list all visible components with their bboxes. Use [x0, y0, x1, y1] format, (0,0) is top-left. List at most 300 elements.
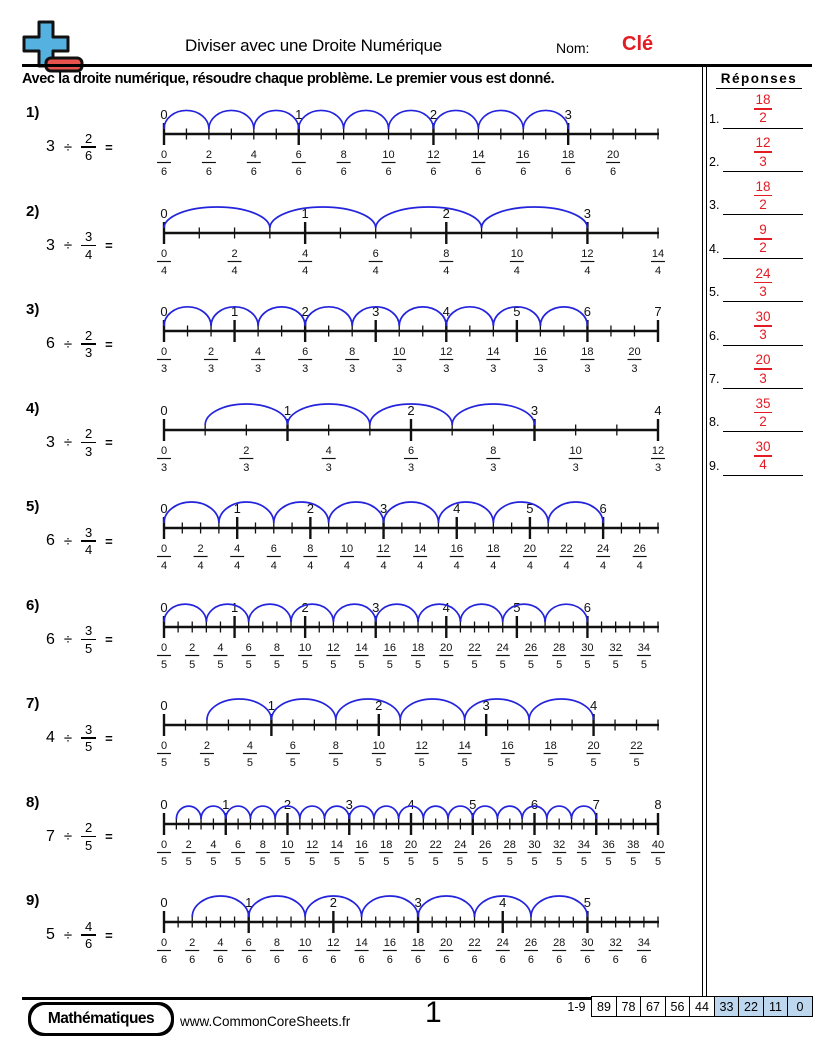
- integer-label: 7: [592, 796, 600, 812]
- tick-fraction-numerator: 10: [382, 149, 395, 161]
- tick-fraction-denominator: 3: [490, 363, 497, 375]
- hop-arc: [288, 404, 370, 425]
- score-cell: 67: [640, 996, 666, 1017]
- tick-fraction-denominator: 5: [309, 855, 316, 868]
- tick-fraction-numerator: 6: [235, 838, 242, 851]
- tick-fraction-numerator: 38: [627, 838, 640, 851]
- hop-arc: [418, 896, 474, 917]
- divide-sign: ÷: [63, 729, 73, 747]
- page-title: Diviser avec une Droite Numérique: [185, 36, 443, 55]
- tick-fraction-denominator: 5: [259, 855, 266, 868]
- hop-arc: [531, 896, 587, 917]
- number-line: [150, 296, 674, 393]
- tick-fraction-denominator: 3: [490, 461, 497, 474]
- answer-line: [723, 431, 803, 432]
- tick-fraction-denominator: 4: [654, 264, 662, 277]
- integer-label: 2: [283, 796, 292, 812]
- tick-fraction-denominator: 3: [243, 461, 250, 474]
- hop-arc: [446, 307, 493, 326]
- tick-fraction-numerator: 4: [302, 247, 309, 260]
- integer-label: 5: [526, 501, 534, 516]
- tick-fraction-numerator: 8: [307, 543, 314, 555]
- division-expression: [46, 322, 113, 366]
- tick-fraction-numerator: 8: [332, 740, 339, 752]
- tick-fraction-numerator: 12: [306, 838, 319, 851]
- hop-arc: [503, 604, 545, 622]
- answer-number: 6.: [709, 328, 720, 343]
- score-cell: 44: [689, 996, 715, 1017]
- problem-number: 9): [26, 892, 40, 909]
- integer-label: 0: [160, 796, 168, 812]
- integer-label: 1: [283, 402, 292, 418]
- hop-arc: [336, 699, 400, 720]
- score-cell: 11: [763, 996, 789, 1017]
- problem-block: [0, 789, 700, 887]
- tick-fraction-denominator: 4: [513, 264, 520, 277]
- hop-arc: [389, 110, 434, 129]
- tick-fraction-numerator: 8: [349, 346, 356, 358]
- divisor-fraction: [81, 721, 96, 755]
- page-number: 1: [425, 996, 442, 1029]
- tick-fraction-denominator: 3: [443, 363, 450, 375]
- tick-fraction-denominator: 6: [245, 954, 252, 966]
- integer-label: 3: [379, 501, 388, 516]
- tick-fraction-denominator: 6: [430, 166, 437, 178]
- fraction-numerator: 2: [85, 327, 93, 343]
- divisor-fraction: [81, 820, 96, 854]
- division-expression: [46, 815, 113, 859]
- tick-fraction-numerator: 18: [411, 937, 425, 949]
- tick-fraction-numerator: 0: [160, 937, 168, 949]
- tick-fraction-numerator: 30: [581, 937, 594, 949]
- fraction-numerator: 18: [755, 92, 771, 107]
- tick-fraction-numerator: 16: [383, 641, 396, 654]
- integer-label: 3: [564, 107, 572, 122]
- tick-fraction-numerator: 12: [415, 740, 428, 752]
- tick-fraction-numerator: 2: [203, 740, 211, 752]
- answer-number: 5.: [709, 285, 720, 300]
- tick-fraction-numerator: 14: [355, 641, 368, 654]
- score-range-label: 1-9: [567, 999, 586, 1014]
- tick-fraction-numerator: 32: [609, 641, 622, 654]
- tick-fraction-numerator: 22: [630, 740, 643, 752]
- hop-arc: [433, 110, 478, 129]
- hop-arc: [465, 699, 529, 720]
- answer-fraction: [723, 92, 803, 127]
- fraction-numerator: 3: [85, 229, 93, 245]
- dividend: 4: [46, 729, 55, 746]
- tick-fraction-numerator: 14: [472, 149, 485, 161]
- score-cell: 78: [616, 996, 642, 1017]
- answer-number: 7.: [709, 371, 720, 386]
- hop-arc: [300, 806, 325, 819]
- tick-fraction-denominator: 6: [273, 954, 280, 966]
- tick-fraction-denominator: 6: [612, 954, 619, 966]
- answer-key-label: Clé: [622, 33, 654, 55]
- tick-fraction-denominator: 6: [471, 954, 478, 966]
- tick-fraction-numerator: 12: [651, 444, 665, 457]
- answer-fraction: [723, 222, 803, 257]
- fraction-numerator: 3: [85, 524, 93, 540]
- fraction-denominator: 3: [85, 345, 93, 361]
- hop-arc: [329, 502, 384, 523]
- hop-arc: [376, 207, 482, 228]
- tick-fraction-denominator: 3: [255, 363, 262, 375]
- tick-fraction-numerator: 6: [245, 641, 252, 654]
- tick-fraction-numerator: 18: [487, 543, 500, 555]
- tick-fraction-numerator: 16: [517, 149, 530, 161]
- equals-sign: =: [105, 533, 113, 549]
- tick-fraction-numerator: 6: [289, 740, 296, 752]
- integer-label: 3: [530, 402, 539, 418]
- tick-fraction-denominator: 3: [325, 461, 332, 474]
- equals-sign: =: [105, 927, 113, 943]
- hop-arc: [249, 896, 305, 917]
- tick-fraction-denominator: 5: [160, 658, 168, 671]
- integer-label: 2: [375, 698, 383, 713]
- hop-arc: [418, 604, 460, 622]
- division-expression: [46, 913, 113, 957]
- tick-fraction-numerator: 16: [501, 740, 514, 752]
- integer-label: 3: [372, 304, 380, 319]
- tick-fraction-denominator: 5: [245, 658, 252, 671]
- tick-fraction-denominator: 5: [556, 855, 563, 868]
- fraction-numerator: 4: [85, 918, 93, 934]
- hop-arc: [497, 806, 522, 819]
- tick-fraction-numerator: 14: [414, 543, 427, 555]
- tick-fraction-denominator: 6: [302, 954, 309, 966]
- fraction-denominator: 4: [85, 246, 93, 262]
- tick-fraction-numerator: 18: [380, 838, 393, 851]
- tick-fraction-denominator: 5: [289, 757, 296, 769]
- tick-fraction-denominator: 3: [302, 363, 309, 375]
- hop-arc: [460, 604, 502, 622]
- tick-fraction-denominator: 4: [380, 560, 387, 572]
- tick-fraction-denominator: 6: [443, 954, 450, 966]
- fraction-denominator: 3: [759, 370, 767, 386]
- tick-fraction-denominator: 5: [482, 855, 489, 868]
- tick-fraction-denominator: 6: [565, 166, 572, 178]
- integer-label: 4: [589, 698, 598, 713]
- tick-fraction-numerator: 36: [602, 838, 615, 851]
- tick-fraction-denominator: 5: [203, 757, 211, 769]
- hop-arc: [250, 806, 275, 819]
- answer-line: [723, 214, 803, 215]
- integer-label: 2: [429, 107, 438, 122]
- problem-number: 7): [26, 695, 40, 712]
- division-expression: [46, 618, 113, 662]
- integer-label: 4: [453, 501, 461, 516]
- answer-line: [723, 345, 803, 346]
- answer-number: 3.: [709, 198, 720, 213]
- tick-fraction-numerator: 20: [606, 149, 620, 161]
- division-expression: [46, 519, 113, 563]
- tick-fraction-numerator: 0: [160, 346, 168, 358]
- hop-arc: [523, 110, 568, 129]
- tick-fraction-numerator: 34: [637, 937, 651, 949]
- tick-fraction-denominator: 3: [631, 363, 638, 375]
- tick-fraction-numerator: 12: [427, 149, 440, 161]
- integer-label: 0: [160, 501, 168, 516]
- tick-fraction-numerator: 0: [160, 543, 168, 555]
- tick-fraction-denominator: 3: [407, 461, 415, 474]
- integer-label: 8: [654, 796, 662, 812]
- division-expression: [46, 224, 113, 268]
- tick-fraction-denominator: 5: [432, 855, 439, 868]
- hop-arc: [400, 699, 464, 720]
- integer-label: 2: [407, 402, 415, 418]
- tick-fraction-numerator: 34: [637, 641, 651, 654]
- number-line: [150, 395, 674, 492]
- fraction-denominator: 3: [759, 327, 767, 343]
- tick-fraction-numerator: 30: [581, 641, 594, 654]
- division-expression: [46, 421, 113, 465]
- answer-line: [723, 388, 803, 389]
- equals-sign: =: [105, 632, 113, 647]
- tick-fraction-numerator: 26: [633, 543, 646, 555]
- tick-fraction-denominator: 5: [547, 757, 554, 769]
- tick-fraction-denominator: 3: [207, 363, 215, 375]
- divisor-fraction: [81, 229, 96, 263]
- integer-label: 4: [499, 895, 507, 910]
- tick-fraction-denominator: 5: [443, 658, 450, 671]
- tick-fraction-denominator: 5: [332, 757, 339, 769]
- fraction-denominator: 6: [85, 936, 93, 952]
- equals-sign: =: [105, 829, 113, 844]
- tick-fraction-numerator: 8: [443, 247, 450, 260]
- fraction-denominator: 2: [759, 110, 767, 126]
- integer-label: 1: [230, 304, 239, 319]
- hop-arc: [249, 604, 291, 622]
- fraction-denominator: 3: [85, 443, 93, 459]
- answer-number: 2.: [709, 154, 720, 169]
- hop-arc: [164, 110, 209, 129]
- tick-fraction-denominator: 6: [205, 166, 212, 178]
- integer-label: 1: [230, 599, 239, 615]
- tick-fraction-denominator: 5: [273, 658, 280, 671]
- tick-fraction-denominator: 5: [556, 658, 563, 671]
- tick-fraction-denominator: 5: [302, 658, 309, 671]
- problem-block: [0, 99, 700, 197]
- tick-fraction-denominator: 5: [160, 855, 168, 868]
- tick-fraction-numerator: 18: [562, 149, 575, 161]
- tick-fraction-numerator: 12: [327, 641, 340, 654]
- fraction-numerator: 30: [755, 309, 771, 324]
- hop-arc: [423, 806, 448, 819]
- tick-fraction-denominator: 4: [526, 560, 533, 572]
- answer-fraction: [723, 178, 803, 213]
- dividend: 3: [46, 433, 55, 451]
- divisor-fraction: [81, 130, 96, 164]
- tick-fraction-numerator: 10: [340, 543, 354, 555]
- tick-fraction-numerator: 2: [185, 838, 192, 851]
- tick-fraction-denominator: 6: [217, 954, 224, 966]
- tick-fraction-numerator: 2: [189, 937, 196, 949]
- fraction-denominator: 5: [85, 739, 93, 755]
- tick-fraction-denominator: 3: [160, 363, 168, 375]
- hop-arc: [226, 806, 251, 819]
- tick-fraction-numerator: 20: [587, 740, 600, 752]
- hop-arc: [529, 699, 593, 720]
- tick-fraction-numerator: 20: [523, 543, 537, 555]
- number-line: [150, 198, 674, 295]
- tick-fraction-denominator: 6: [475, 166, 482, 178]
- hop-arc: [271, 699, 335, 720]
- tick-fraction-numerator: 14: [487, 346, 500, 358]
- tick-fraction-denominator: 4: [372, 264, 379, 277]
- tick-fraction-denominator: 5: [418, 757, 425, 769]
- tick-fraction-denominator: 5: [358, 658, 365, 671]
- tick-fraction-numerator: 16: [383, 937, 396, 949]
- integer-label: 2: [329, 895, 337, 910]
- tick-fraction-numerator: 8: [259, 838, 266, 851]
- fraction-denominator: 2: [759, 240, 767, 256]
- tick-fraction-numerator: 8: [490, 444, 497, 457]
- hop-arc: [219, 502, 274, 523]
- integer-label: 6: [583, 599, 592, 615]
- tick-fraction-numerator: 14: [458, 740, 471, 752]
- tick-fraction-denominator: 4: [563, 560, 570, 572]
- score-table: [567, 996, 813, 1017]
- tick-fraction-denominator: 6: [414, 954, 422, 966]
- divisor-fraction: [81, 623, 96, 657]
- tick-fraction-numerator: 24: [496, 641, 509, 654]
- tick-fraction-denominator: 3: [572, 461, 579, 474]
- tick-fraction-denominator: 3: [537, 363, 544, 375]
- divisor-fraction: [81, 918, 96, 952]
- score-cell: 56: [665, 996, 691, 1017]
- tick-fraction-denominator: 5: [189, 658, 196, 671]
- tick-fraction-denominator: 5: [640, 658, 647, 671]
- answer-line: [723, 258, 803, 259]
- fraction-denominator: 5: [85, 640, 93, 656]
- tick-fraction-numerator: 0: [160, 641, 168, 654]
- dividend: 6: [46, 630, 55, 648]
- fraction-denominator: 5: [85, 837, 93, 853]
- tick-fraction-denominator: 6: [385, 166, 392, 178]
- equals-sign: =: [105, 435, 113, 450]
- tick-fraction-denominator: 5: [527, 658, 535, 671]
- tick-fraction-numerator: 6: [407, 444, 415, 457]
- divide-sign: ÷: [63, 926, 73, 944]
- fraction-numerator: 30: [755, 439, 771, 455]
- answer-fraction: [723, 309, 803, 344]
- hop-arc: [333, 604, 375, 622]
- hop-arc: [299, 110, 344, 129]
- tick-fraction-denominator: 5: [210, 855, 217, 868]
- hop-arc: [384, 502, 439, 523]
- tick-fraction-denominator: 4: [490, 560, 497, 572]
- divide-sign: ÷: [63, 434, 73, 451]
- problem-number: 2): [26, 202, 40, 220]
- divisor-fraction: [81, 524, 96, 558]
- integer-label: 4: [654, 402, 662, 418]
- answer-number: 8.: [709, 415, 720, 430]
- tick-fraction-numerator: 20: [628, 346, 641, 358]
- hop-arc: [274, 502, 329, 523]
- tick-fraction-numerator: 4: [217, 937, 224, 949]
- tick-fraction-denominator: 5: [654, 855, 662, 868]
- tick-fraction-denominator: 3: [396, 363, 403, 375]
- tick-fraction-numerator: 14: [651, 247, 665, 260]
- tick-fraction-denominator: 6: [250, 166, 257, 178]
- integer-label: 3: [345, 796, 353, 812]
- tick-fraction-denominator: 5: [414, 658, 422, 671]
- tick-fraction-numerator: 22: [468, 937, 481, 949]
- tick-fraction-numerator: 0: [160, 444, 168, 457]
- tick-fraction-numerator: 28: [553, 641, 566, 654]
- problem-block: [0, 887, 700, 985]
- tick-fraction-denominator: 5: [160, 757, 168, 769]
- tick-fraction-denominator: 6: [340, 166, 347, 178]
- integer-label: 1: [267, 698, 276, 713]
- tick-fraction-numerator: 24: [596, 543, 610, 555]
- hop-arc: [270, 207, 376, 228]
- integer-label: 2: [306, 501, 314, 516]
- fraction-denominator: 6: [85, 148, 93, 164]
- answer-line: [723, 301, 803, 302]
- tick-fraction-numerator: 20: [440, 937, 453, 949]
- fraction-numerator: 18: [755, 178, 771, 194]
- tick-fraction-numerator: 0: [160, 838, 168, 851]
- tick-fraction-numerator: 10: [299, 641, 312, 654]
- integer-label: 4: [442, 599, 450, 615]
- answer-number: 9.: [709, 458, 720, 473]
- problem-block: [0, 296, 700, 394]
- tick-fraction-denominator: 6: [189, 954, 196, 966]
- tick-fraction-denominator: 5: [457, 855, 464, 868]
- answer-line: [723, 171, 803, 172]
- tick-fraction-denominator: 6: [386, 954, 393, 966]
- tick-fraction-numerator: 30: [528, 838, 541, 851]
- problem-number: 6): [26, 596, 40, 614]
- dividend: 3: [46, 138, 55, 155]
- tick-fraction-numerator: 20: [440, 641, 453, 654]
- tick-fraction-numerator: 10: [299, 937, 312, 949]
- hop-arc: [258, 307, 305, 326]
- tick-fraction-numerator: 4: [210, 838, 217, 851]
- tick-fraction-denominator: 5: [386, 658, 393, 671]
- problem-number: 3): [26, 301, 40, 318]
- tick-fraction-numerator: 4: [234, 543, 241, 555]
- tick-fraction-denominator: 4: [302, 264, 309, 277]
- tick-fraction-denominator: 5: [506, 855, 513, 868]
- tick-fraction-numerator: 6: [372, 247, 379, 260]
- hop-arc: [164, 502, 219, 523]
- divide-sign: ÷: [63, 237, 73, 254]
- tick-fraction-denominator: 5: [407, 855, 415, 868]
- tick-fraction-numerator: 4: [250, 149, 257, 161]
- integer-label: 5: [469, 796, 477, 812]
- hop-arc: [452, 404, 534, 425]
- integer-label: 5: [513, 599, 521, 615]
- tick-fraction-denominator: 5: [630, 855, 637, 868]
- tick-fraction-denominator: 5: [217, 658, 224, 671]
- fraction-numerator: 20: [755, 352, 771, 368]
- dividend: 7: [46, 827, 55, 845]
- tick-fraction-denominator: 4: [160, 560, 168, 572]
- hop-arc: [478, 110, 523, 129]
- tick-fraction-denominator: 6: [556, 954, 563, 966]
- tick-fraction-denominator: 5: [330, 658, 337, 671]
- hop-arc: [545, 604, 587, 622]
- dividend: 5: [46, 926, 55, 943]
- hop-arc: [473, 806, 498, 819]
- equals-sign: =: [105, 336, 113, 352]
- tick-fraction-denominator: 5: [580, 855, 587, 868]
- tick-fraction-numerator: 10: [510, 247, 523, 260]
- problem-number: 5): [26, 498, 40, 515]
